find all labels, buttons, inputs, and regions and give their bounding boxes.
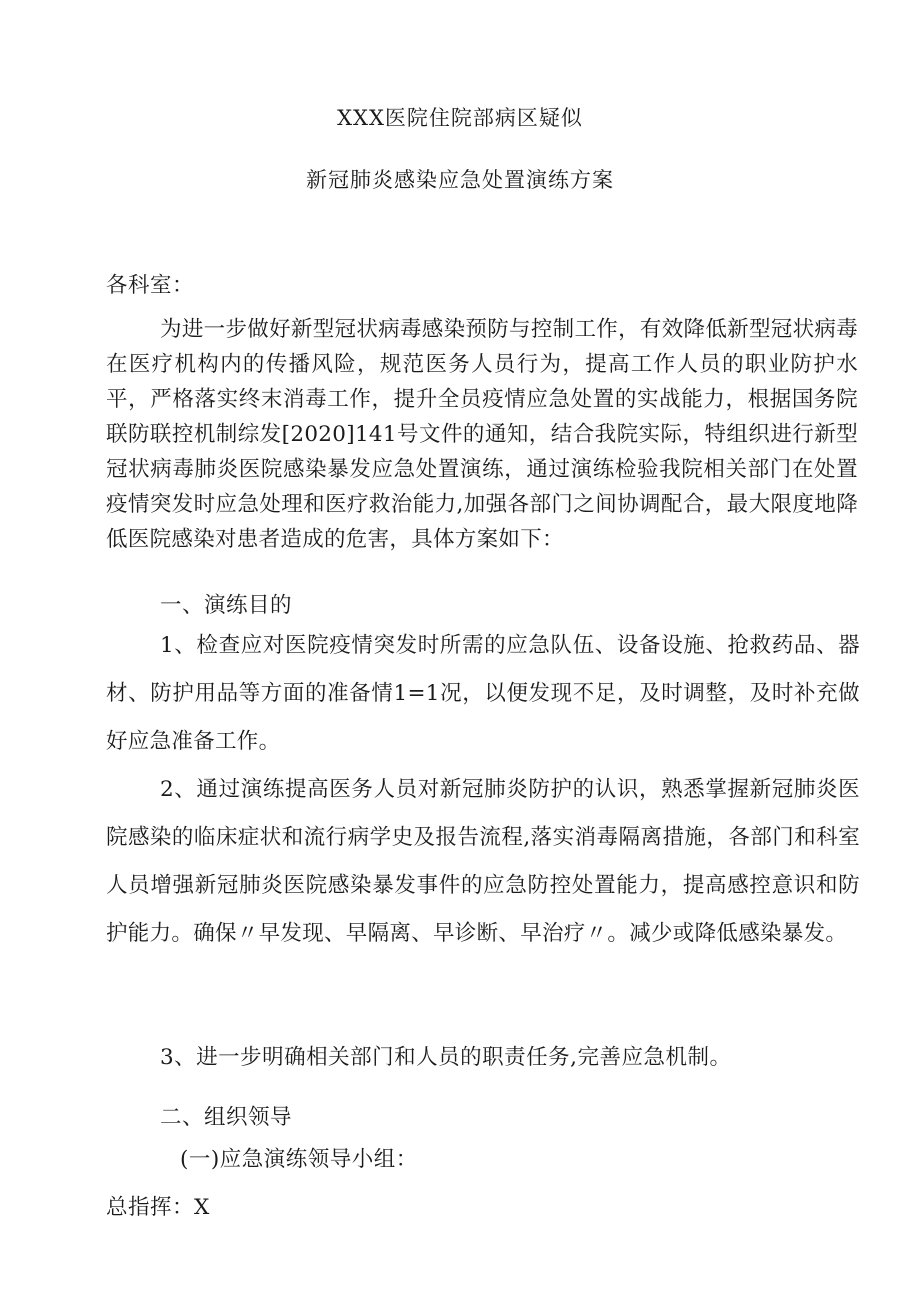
- section-1-heading: 一、演练目的: [160, 593, 293, 618]
- purpose-item-1: 1、检查应对医院疫情突发时所需的应急队伍、设备设施、抢救药品、器材、防护用品等方面的准备情1=1况，以便发现不足，及时调整，及时补充做好应急准备工作。: [106, 633, 860, 754]
- purpose-item-2: 2、通过演练提高医务人员对新冠肺炎防护的认识，熟悉掌握新冠肺炎医院感染的临床症状和流行病学史及报告流程,落实消毒隔离措施，各部门和科室人员增强新冠肺炎医院感染暴发事件的应急防控处置能力，提高感控意识和防护能力。确保〃早发现、早隔离、早诊断、早治疗〃。减少或降低感染暴发。: [106, 777, 860, 946]
- salutation: 各科室：: [106, 273, 195, 298]
- document-title-line-1: XXX医院住院部病区疑似: [337, 106, 583, 130]
- subsection-1-heading: (一)应急演练领导小组：: [180, 1147, 418, 1172]
- section-2-heading: 二、组织领导: [160, 1105, 293, 1130]
- commander-line: 总指挥：X: [106, 1195, 210, 1220]
- intro-paragraph: 为进一步做好新型冠状病毒感染预防与控制工作，有效降低新型冠状病毒在医疗机构内的传播风险，规范医务人员行为，提高工作人员的职业防护水平，严格落实终末消毒工作，提升全员疫情应急处置的实战能力，根据国务院联防联控机制综发[2020]141号文件的通知，结合我院实际，特组织进行新型冠状病毒肺炎医院感染暴发应急处置演练，通过演练检验我院相关部门在处置疫情突发时应急处理和医疗救治能力,加强各部门之间协调配合，最大限度地降低医院感染对患者造成的危害，具体方案如下：: [106, 317, 858, 552]
- document-title-line-2: 新冠肺炎感染应急处置演练方案: [306, 168, 614, 192]
- purpose-item-3: 3、进一步明确相关部门和人员的职责任务,完善应急机制。: [160, 1045, 732, 1070]
